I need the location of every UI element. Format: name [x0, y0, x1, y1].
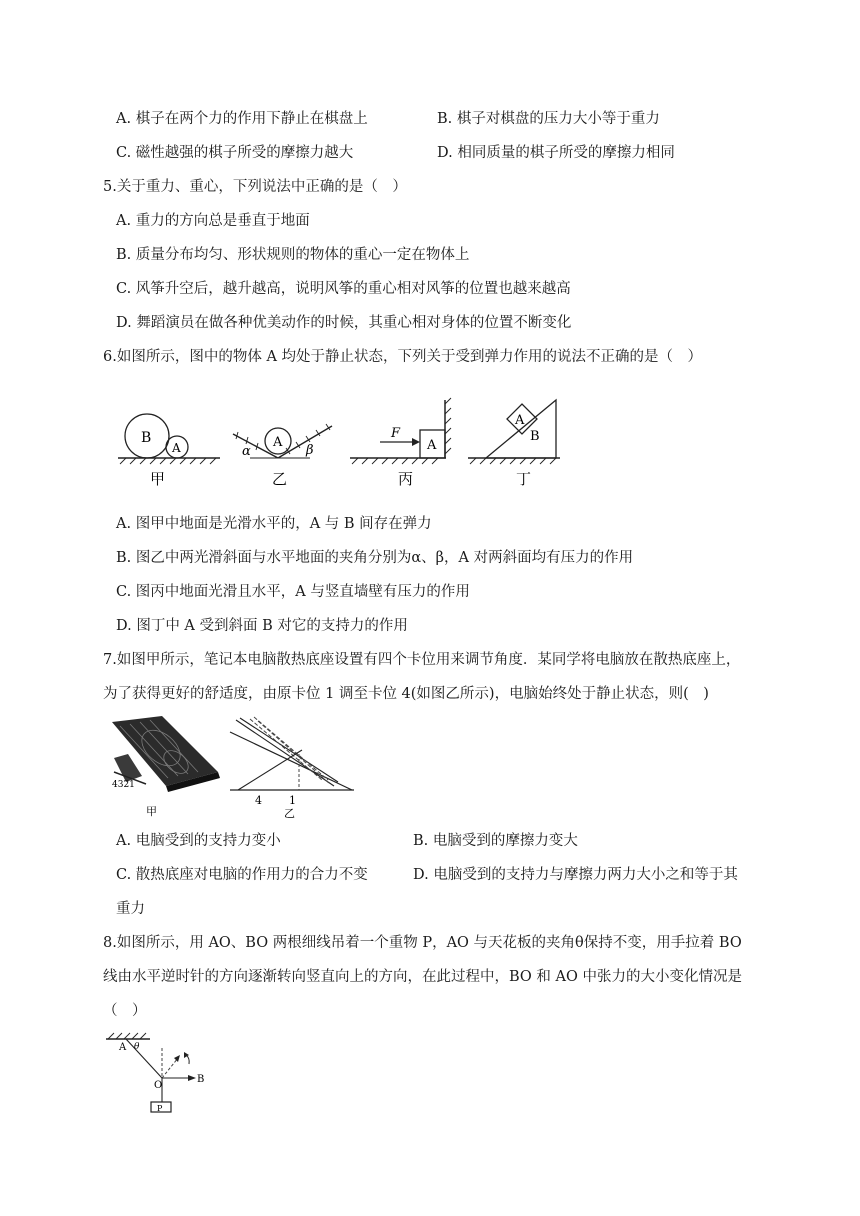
q7-figure	[106, 714, 358, 820]
jia-caption: 甲	[150, 470, 166, 488]
q7-option-d: D. 电脑受到的支持力与摩擦力两力大小之和等于其	[413, 867, 738, 883]
q8-stem-line1: 8.如图所示，用 AO、BO 两根细线吊着一个重物 P，AO 与天花板的夹角θ保持不变，用手拉着 BO	[103, 935, 742, 951]
q6-option-a: A. 图甲中地面是光滑水平的，A 与 B 间存在弹力	[116, 516, 432, 532]
q8-stem-line3: （ ）	[103, 1003, 147, 1019]
q4-option-c: C. 磁性越强的棋子所受的摩擦力越大	[116, 145, 354, 161]
stand-slot-numbers: 4321	[112, 780, 135, 790]
yi-label-a: A	[273, 435, 283, 450]
q6-option-b: B. 图乙中两光滑斜面与水平地面的夹角分别为α、β，A 对两斜面均有压力的作用	[116, 550, 634, 566]
jia-label-a: A	[172, 441, 181, 455]
q4-option-a: A. 棋子在两个力的作用下静止在棋盘上	[116, 111, 368, 127]
q5-stem: 5.关于重力、重心，下列说法中正确的是（ ）	[103, 179, 407, 195]
q8-label-b: B	[197, 1074, 205, 1085]
q4-option-d: D. 相同质量的棋子所受的摩擦力相同	[437, 145, 675, 161]
figure-cooling-stand	[112, 716, 220, 818]
q5-option-c: C. 风筝升空后，越升越高，说明风筝的重心相对风筝的位置也越来越高	[116, 281, 571, 297]
q5-option-b: B. 质量分布均匀、形状规则的物体的重心一定在物体上	[116, 247, 470, 263]
q8-label-o: O	[154, 1080, 163, 1091]
yi-alpha: α	[242, 444, 251, 459]
stand-caption-jia: 甲	[146, 805, 157, 818]
q7-stem-line1: 7.如图甲所示，笔记本电脑散热底座设置有四个卡位用来调节角度．某同学将电脑放在散热底座上，	[103, 652, 741, 668]
q6-figure	[110, 392, 570, 492]
q7-option-a: A. 电脑受到的支持力变小	[116, 833, 281, 849]
q8-label-a: A	[119, 1042, 127, 1053]
figure-ding	[468, 400, 560, 488]
jia-label-b: B	[141, 430, 152, 446]
q8-stem-line2: 线由水平逆时针的方向逐渐转向竖直向上的方向，在此过程中，BO 和 AO 中张力的大小变化情况是	[103, 969, 742, 985]
slot-mark-4: 4	[255, 794, 262, 807]
q8-label-p: P	[157, 1104, 163, 1113]
figure-bing	[350, 398, 451, 488]
bing-force-f: F	[391, 426, 401, 441]
ding-label-a: A	[515, 413, 525, 428]
q7-option-d-continued: 重力	[116, 901, 145, 917]
q5-option-d: D. 舞蹈演员在做各种优美动作的时候，其重心相对身体的位置不断变化	[116, 315, 572, 331]
slot-mark-1: 1	[289, 794, 296, 807]
ding-label-b: B	[530, 429, 540, 444]
q4-option-b: B. 棋子对棋盘的压力大小等于重力	[437, 111, 660, 127]
yi-caption: 乙	[272, 470, 288, 488]
q6-option-c: C. 图丙中地面光滑且水平，A 与竖直墙壁有压力的作用	[116, 584, 470, 600]
q6-option-d: D. 图丁中 A 受到斜面 B 对它的支持力的作用	[116, 618, 408, 634]
bing-caption: 丙	[398, 470, 414, 488]
stand-caption-yi: 乙	[284, 807, 295, 820]
q7-stem-line2: 为了获得更好的舒适度，由原卡位 1 调至卡位 4(如图乙所示)，电脑始终处于静止状态，则( )	[103, 686, 709, 702]
q8-figure	[104, 1030, 214, 1116]
q6-stem: 6.如图所示，图中的物体 A 均处于静止状态，下列关于受到弹力作用的说法不正确的是（ ）	[103, 349, 703, 365]
figure-slot-diagram	[230, 717, 354, 820]
q5-option-a: A. 重力的方向总是垂直于地面	[116, 213, 310, 229]
bing-label-a: A	[427, 438, 437, 453]
q7-option-c: C. 散热底座对电脑的作用力的合力不变	[116, 867, 368, 883]
q8-label-theta: θ	[134, 1042, 140, 1052]
figure-jia	[118, 414, 220, 488]
ding-caption: 丁	[516, 470, 532, 488]
figure-yi	[233, 424, 332, 488]
yi-beta: β	[306, 443, 314, 458]
q7-option-b: B. 电脑受到的摩擦力变大	[413, 833, 578, 849]
